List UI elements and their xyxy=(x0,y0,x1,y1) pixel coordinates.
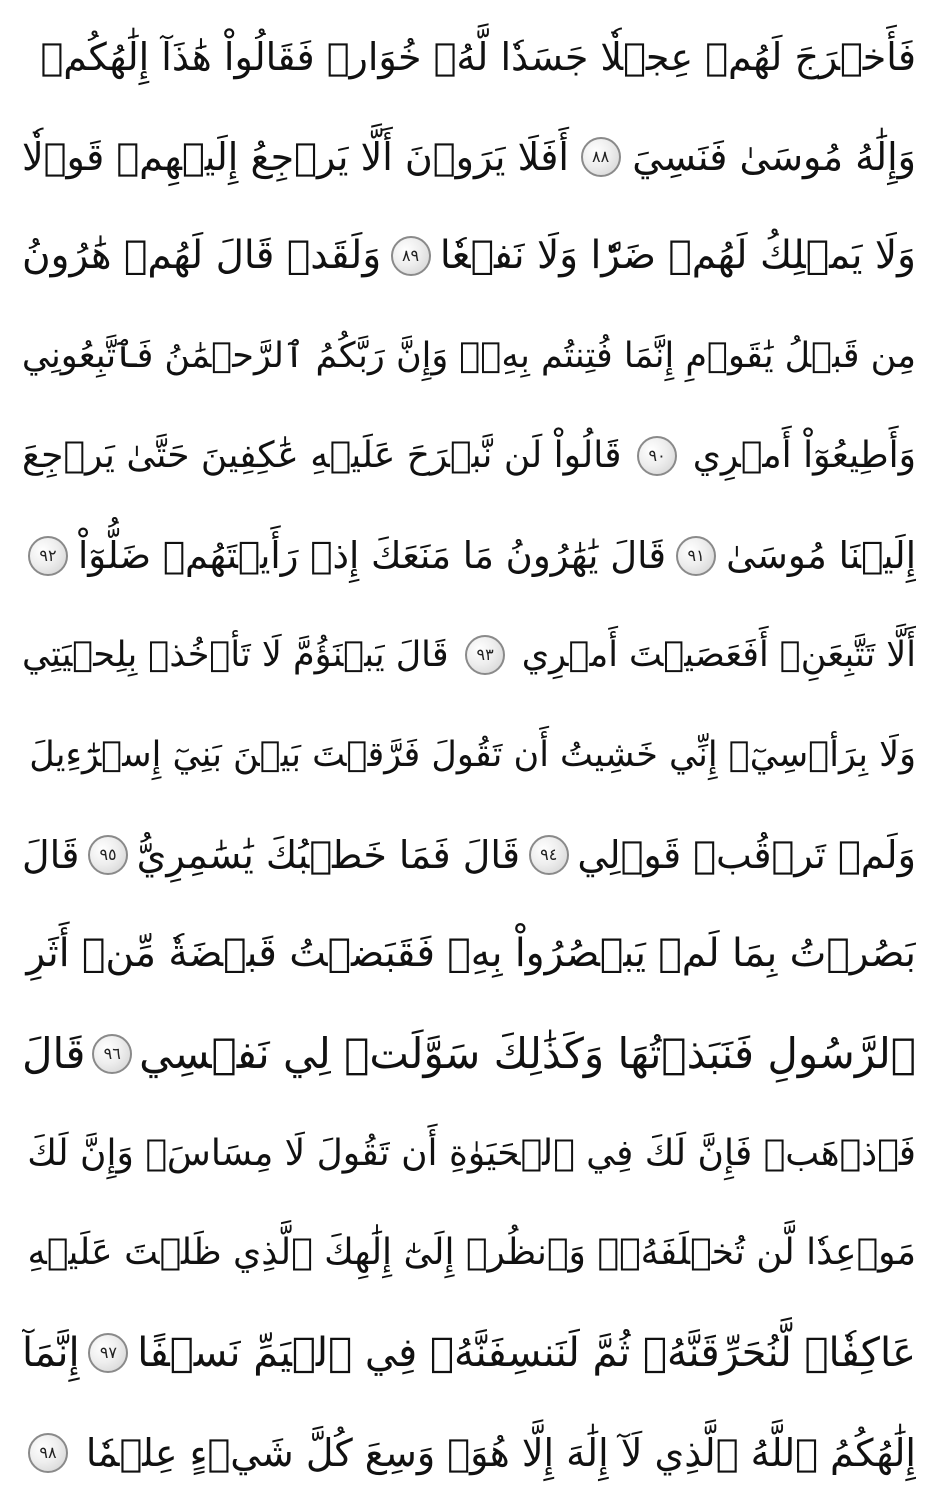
verse-text: فَأَخۡرَجَ لَهُمۡ عِجۡلٗا جَسَدٗا لَّهُۥ خُوَارٞ فَقَالُواْ هَٰذَآ إِلَٰهُكُمۡ xyxy=(40,35,916,79)
verse-text: وَأَطِيعُوٓاْ أَمۡرِي xyxy=(692,434,916,476)
text-line-2 xyxy=(22,110,916,204)
verse-text: بَصُرۡتُ بِمَا لَمۡ يَبۡصُرُواْ بِهِۦ فَقَبَضۡتُ قَبۡضَةٗ مِّنۡ أَثَرِ xyxy=(26,931,916,977)
ayah-number-marker: ٩٧ xyxy=(88,1333,128,1373)
verse-text: قَالَ xyxy=(22,1029,86,1079)
text-line-10 xyxy=(22,907,916,1001)
verse-text: إِلَٰهُكُمُ ٱللَّهُ ٱلَّذِي لَآ إِلَٰهَ إِلَّا هُوَۚ وَسِعَ كُلَّ شَيۡءٍ عِلۡمٗا xyxy=(85,1430,916,1475)
verse-text: قَالَ يَبۡنَؤُمَّ لَا تَأۡخُذۡ بِلِحۡيَتِي xyxy=(22,635,449,676)
verse-text: قَالَ xyxy=(22,832,80,877)
ayah-number-marker: ٩٠ xyxy=(637,436,677,476)
verse-text: أَفَلَا يَرَوۡنَ أَلَّا يَرۡجِعُ إِلَيۡهِمۡ قَوۡلٗا xyxy=(22,134,569,179)
ayah-number-marker: ٩٥ xyxy=(88,835,128,875)
text-line-15 xyxy=(22,1406,916,1500)
ayah-number-marker: ٩٤ xyxy=(529,835,569,875)
text-line-12 xyxy=(22,1107,916,1201)
ayah-number-marker: ٨٩ xyxy=(391,236,431,276)
ayah-number-marker: ٩٨ xyxy=(28,1433,68,1473)
ayah-number-marker: ٩١ xyxy=(676,536,716,576)
text-line-7 xyxy=(22,608,916,702)
text-line-9 xyxy=(22,808,916,902)
text-line-5 xyxy=(22,409,916,503)
verse-text: إِنَّمَآ xyxy=(22,1330,80,1377)
ayah-number-marker: ٩٣ xyxy=(465,635,505,675)
verse-text: قَالُواْ لَن نَّبۡرَحَ عَلَيۡهِ عَٰكِفِينَ حَتَّىٰ يَرۡجِعَ xyxy=(22,434,622,476)
verse-text: مِن قَبۡلُ يَٰقَوۡمِ إِنَّمَا فُتِنتُم بِهِۦۖ وَإِنَّ رَبَّكُمُ ٱلرَّحۡمَٰنُ فَٱتَّبِعُونِي xyxy=(22,336,916,377)
verse-text: عَاكِفٗاۖ لَّنُحَرِّقَنَّهُۥ ثُمَّ لَنَنسِفَنَّهُۥ فِي ٱلۡيَمِّ نَسۡفًا xyxy=(137,1330,916,1377)
verse-text: فَٱذۡهَبۡ فَإِنَّ لَكَ فِي ٱلۡحَيَوٰةِ أَن تَقُولَ لَا مِسَاسَۖ وَإِنَّ لَكَ xyxy=(27,1132,916,1174)
text-line-14 xyxy=(22,1306,916,1400)
verse-text: وَلَمۡ تَرۡقُبۡ قَوۡلِي xyxy=(577,832,916,877)
verse-text: وَلَا يَمۡلِكُ لَهُمۡ ضَرّٗا وَلَا نَفۡعٗا xyxy=(439,233,916,279)
text-line-8 xyxy=(22,708,916,802)
verse-text: قَالَ فَمَا خَطۡبُكَ يَٰسَٰمِرِيُّ xyxy=(136,832,521,877)
verse-text: قَالَ يَٰهَٰرُونُ مَا مَنَعَكَ إِذۡ رَأَيۡتَهُمۡ ضَلُّوٓاْ xyxy=(78,533,667,577)
verse-text: إِلَيۡنَا مُوسَىٰ xyxy=(726,533,916,577)
text-line-11 xyxy=(22,1007,916,1101)
text-line-6 xyxy=(22,509,916,603)
verse-text: أَلَّا تَتَّبِعَنِۖ أَفَعَصَيۡتَ أَمۡرِي xyxy=(521,635,916,676)
text-line-3 xyxy=(22,209,916,303)
ayah-number-marker: ٩٢ xyxy=(28,536,68,576)
verse-text: وَلَقَدۡ قَالَ لَهُمۡ هَٰرُونُ xyxy=(22,233,382,279)
verse-text: مَوۡعِدٗا لَّن تُخۡلَفَهُۥۖ وَٱنظُرۡ إِلَىٰٓ إِلَٰهِكَ ٱلَّذِي ظَلۡتَ عَلَيۡهِ xyxy=(27,1232,916,1274)
verse-lines xyxy=(22,10,916,1500)
verse-text: ٱلرَّسُولِ فَنَبَذۡتُهَا وَكَذَٰلِكَ سَوَّلَتۡ لِي نَفۡسِي xyxy=(139,1029,916,1079)
ayah-number-marker: ٩٦ xyxy=(92,1034,132,1074)
verse-text: وَإِلَٰهُ مُوسَىٰ فَنَسِيَ xyxy=(632,134,916,179)
text-line-13 xyxy=(22,1206,916,1300)
text-line-1 xyxy=(22,10,916,104)
text-line-4 xyxy=(22,309,916,403)
ayah-number-marker: ٨٨ xyxy=(581,137,621,177)
verse-text: وَلَا بِرَأۡسِيٓۖ إِنِّي خَشِيتُ أَن تَقُولَ فَرَّقۡتَ بَيۡنَ بَنِيٓ إِسۡرَٰٓءِيلَ xyxy=(29,734,916,775)
